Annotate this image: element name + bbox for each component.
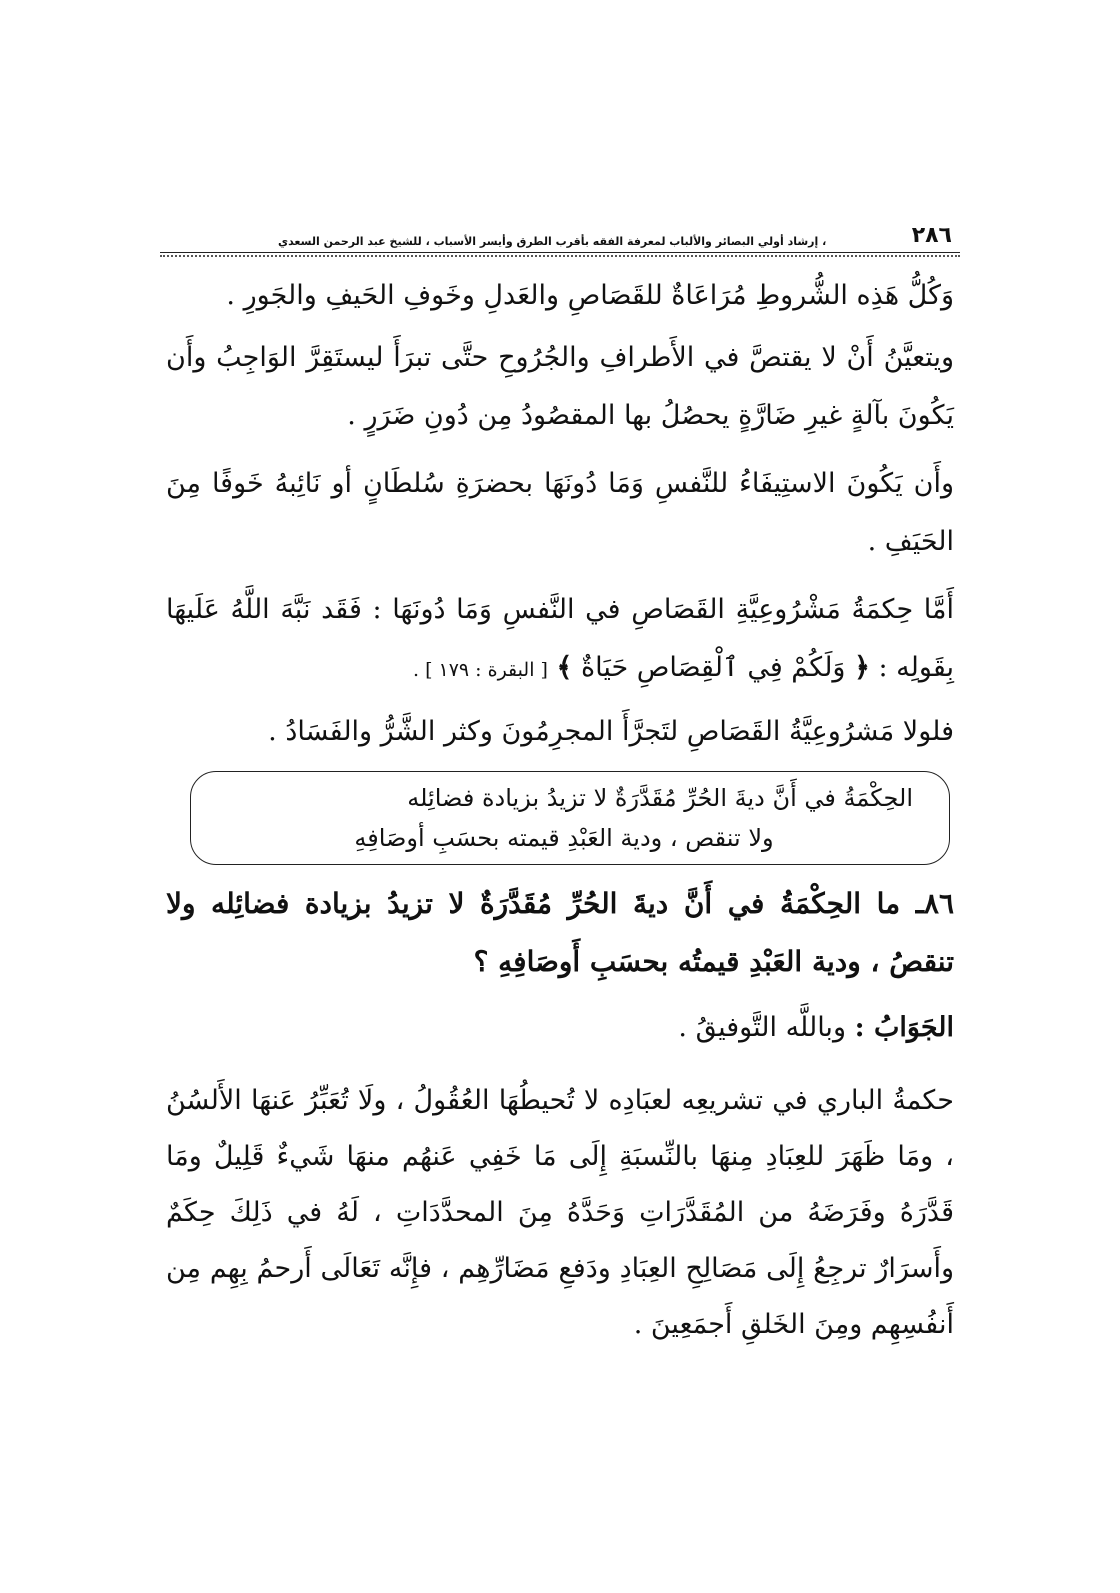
book-page xyxy=(160,218,960,1353)
answer-intro xyxy=(160,999,960,1057)
paragraph-conditions: وَكُلُّ هَذِه الشُّروطِ مُرَاعَاةٌ للقَصَاصِ والعَدلِ وخَوفِ الحَيفِ والجَورِ . xyxy=(226,280,954,311)
page-header xyxy=(160,218,960,248)
page-number: ٢٨٦ xyxy=(911,223,952,248)
verse-close-bracket: ﴾ xyxy=(556,652,573,683)
paragraph-wisdom-qisas xyxy=(160,581,960,699)
header-divider xyxy=(160,252,960,257)
verse-open-bracket: ﴿ xyxy=(854,652,870,683)
paragraph-consequence: فلولا مَشرُوعِيَّةُ القَصَاصِ لتَجرَّأَ المجرِمُونَ وكثر الشَّرُّ والفَسَادُ . xyxy=(268,716,954,747)
answer-invocation: وباللَّه التَّوفيقُ . xyxy=(678,1012,846,1043)
verse-citation: [ البقرة : ١٧٩ ] . xyxy=(412,659,548,681)
paragraph-wounds: ويتعيَّنُ أَنْ لا يقتصَّ في الأَطرافِ والجُرُوحِ حتَّى تبرَأَ ليستَقِرَّ الوَاجِبُ وأَن يَكُونَ بآلةٍ غيرِ ضَارَّةٍ يحصُلُ بها المقصُودُ مِن دُونِ ضَرَرٍ . xyxy=(166,342,954,431)
question-86: ٨٦ـ ما الحِكْمَةُ في أَنَّ ديةَ الحُرِّ مُقَدَّرَةٌ لا تزيدُ بزيادة فضائِله ولا تنقصُ ، ودية العَبْدِ قيمتُه بحسَبِ أَوصَافِهِ ؟ xyxy=(166,887,954,978)
quran-verse: وَلَكُمْ فِي ٱلْقِصَاصِ حَيَاةٌ xyxy=(580,652,846,683)
answer-label: الجَوَابُ : xyxy=(854,1012,954,1043)
running-title: ، إرشاد أولي البصائر والألباب لمعرفة الفقه بأقرب الطرق وأيسر الأسباب ، للشيخ عبد الرحمن السعدي xyxy=(278,235,827,248)
heading-line-2: ولا تنقص ، ودية العَبْدِ قيمته بحسَبِ أوصَافِهِ xyxy=(354,824,774,852)
section-heading-box xyxy=(190,771,950,865)
paragraph-text: أَمَّا حِكمَةُ مَشْرُوعِيَّةِ القَصَاصِ في النَّفسِ وَمَا دُونَهَا : فَقَد نَبَّهَ اللَّهُ عَلَيهَا بِقَولِه : xyxy=(166,594,954,683)
heading-line-1: الحِكْمَةُ في أَنَّ ديةَ الحُرِّ مُقَدَّرَةٌ لا تزيدُ بزيادة فضائِله xyxy=(407,784,913,812)
paragraph-execution: وأَن يَكُونَ الاستِيفَاءُ للنَّفسِ وَمَا دُونَهَا بحضرَةِ سُلطَانٍ أو نَائِبهُ خَوفًا مِنَ الحَيَفِ . xyxy=(166,468,954,557)
answer-paragraph: حكمةُ الباري في تشريعِه لعبَادِه لا تُحيطُهَا العُقُولُ ، ولَا تُعَبِّرُ عَنهَا الأَلسُنُ ، ومَا ظَهَرَ للعِبَادِ مِنهَا بالنِّسبَةِ إِلَى مَا خَفِي عَنهُم منهَا شَيءٌ قَلِيلٌ ومَا قَدَّرَهُ وفَرَضَهُ من المُقَدَّرَاتِ وَحَدَّهُ مِنَ المحدَّدَاتِ ، لَهُ في ذَلِكَ حِكَمٌ وأَسرَارٌ ترجِعُ إِلَى مَصَالِحِ العِبَادِ ودَفعِ مَضَارِّهِم ، فإِنَّه تَعَالَى أَرحمُ بِهِم مِن أَنفُسِهِم ومِنَ الخَلقِ أَجمَعِينَ . xyxy=(166,1085,954,1340)
